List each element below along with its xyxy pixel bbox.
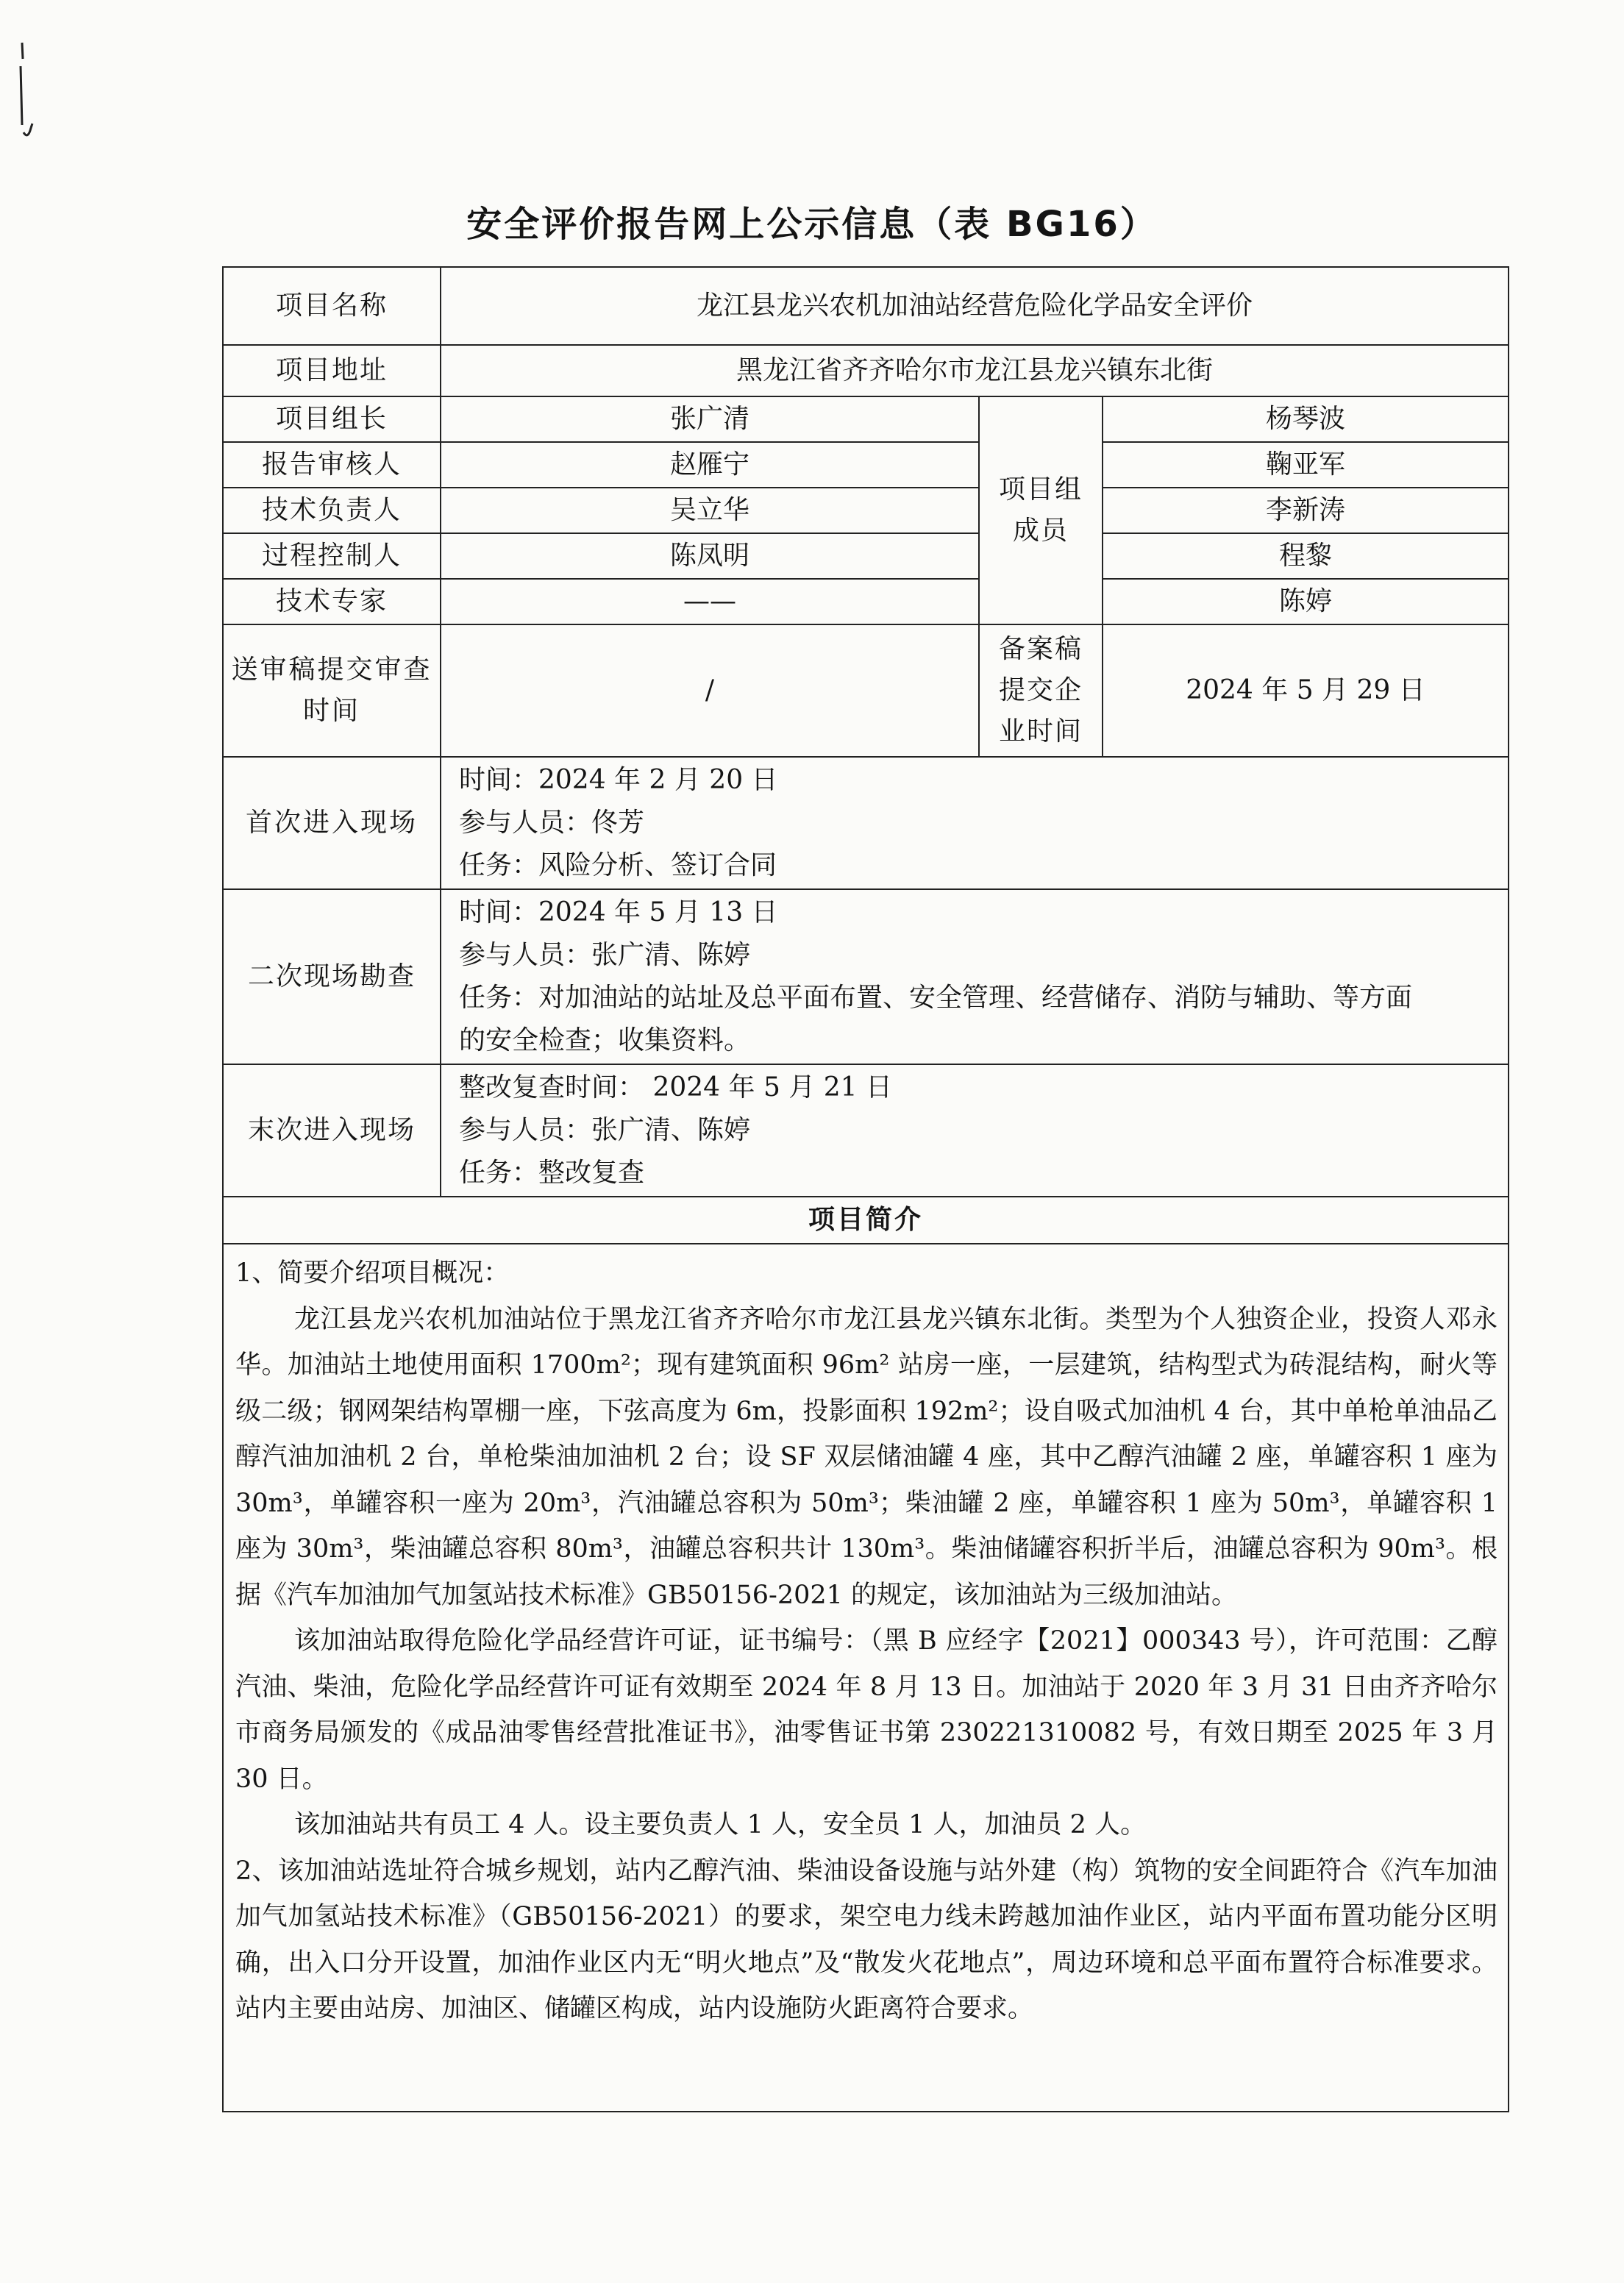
second-visit-task: 任务：对加油站的站址及总平面布置、安全管理、经营储存、消防与辅助、等方面: [459, 983, 1413, 1013]
last-visit-details: [441, 1064, 1509, 1197]
row-intro-body: [223, 1244, 1509, 2112]
tech-owner-label: 技术负责人: [223, 488, 441, 533]
team-member-1: 杨琴波: [1103, 396, 1509, 442]
tech-owner-value: 吴立华: [441, 488, 979, 533]
row-tech-owner: [223, 488, 1509, 533]
intro-para-siting: 2、该加油站选址符合城乡规划，站内乙醇汽油、柴油设备设施与站外建（构）筑物的安全间距符合《汽车加油加气加氢站技术标准》（GB50156-2021）的要求，架空电力线未跨越加油作业区，站内平面布置功能分区明确，出入口分开设置，加油作业区内无“明火地点”及“散发火花地点”，周边环境和总平面布置符合标准要求。站内主要由站房、加油区、储罐区构成，站内设施防火距离符合要求。: [235, 1856, 1498, 2023]
row-leader: [223, 396, 1509, 442]
row-process-ctrl: [223, 533, 1509, 579]
row-project-address: [223, 345, 1509, 396]
first-visit-task: 任务：风险分析、签订合同: [459, 850, 777, 880]
scan-edge-mark: [16, 37, 38, 147]
second-visit-label: 二次现场勘查: [223, 889, 441, 1064]
row-first-visit: [223, 757, 1509, 889]
intro-para-staff: 该加油站共有员工 4 人。设主要负责人 1 人，安全员 1 人，加油员 2 人。: [294, 1810, 1147, 1839]
leader-value: 张广清: [441, 396, 979, 442]
row-last-visit: [223, 1064, 1509, 1197]
row-project-name: [223, 267, 1509, 345]
reviewer-label: 报告审核人: [223, 442, 441, 488]
process-ctrl-value: 陈凤明: [441, 533, 979, 579]
row-second-visit: [223, 889, 1509, 1064]
document-title: 安全评价报告网上公示信息（表 BG16）: [466, 204, 1158, 245]
team-members-label: 项目组成员: [979, 396, 1103, 624]
row-submission: [223, 624, 1509, 757]
project-name-value: 龙江县龙兴农机加油站经营危险化学品安全评价: [441, 267, 1509, 345]
reviewer-value: 赵雁宁: [441, 442, 979, 488]
filing-label: 备案稿提交企业时间: [979, 624, 1103, 757]
submission-label: 送审稿提交审查时间: [223, 624, 441, 757]
row-intro-heading: [223, 1197, 1509, 1244]
row-reviewer: [223, 442, 1509, 488]
last-visit-label: 末次进入现场: [223, 1064, 441, 1197]
intro-section1-title: 1、简要介绍项目概况：: [235, 1258, 510, 1288]
last-visit-time: 整改复查时间： 2024 年 5 月 21 日: [459, 1072, 892, 1103]
project-address-label: 项目地址: [223, 345, 441, 396]
intro-heading: 项目简介: [223, 1197, 1509, 1244]
submission-value: /: [441, 624, 979, 757]
first-visit-time: 时间：2024 年 2 月 20 日: [459, 765, 778, 795]
last-visit-people: 参与人员：张广清、陈婷: [459, 1115, 751, 1145]
disclosure-form: [222, 266, 1509, 2112]
last-visit-task: 任务：整改复查: [459, 1158, 645, 1188]
first-visit-label: 首次进入现场: [223, 757, 441, 889]
team-member-2: 鞠亚军: [1103, 442, 1509, 488]
team-member-5: 陈婷: [1103, 579, 1509, 624]
tech-expert-label: 技术专家: [223, 579, 441, 624]
second-visit-task-cont: 的安全检查；收集资料。: [459, 1025, 751, 1055]
first-visit-details: [441, 757, 1509, 889]
intro-para-overview: 龙江县龙兴农机加油站位于黑龙江省齐齐哈尔市龙江县龙兴镇东北街。类型为个人独资企业，投资人邓永华。加油站土地使用面积 1700m²；现有建筑面积 96m² 站房一座，一层建筑，结构型式为砖混结构，耐火等级二级；钢网架结构罩棚一座，下弦高度为 6m，投影面积 192m²；设自吸式加油机 4 台，其中单枪单油品乙醇汽油加油机 2 台，单枪柴油加油机 2 台；设 SF 双层储油罐 4 座，其中乙醇汽油罐 2 座，单罐容积 1 座为 30m³，单罐容积一座为 20m³，汽油罐总容积为 50m³；柴油罐 2 座，单罐容积 1 座为 50m³，单罐容积 1 座为 30m³，柴油罐总容积 80m³，油罐总容积共计 130m³。柴油储罐容积折半后，油罐总容积为 90m³。根据《汽车加油加气加氢站技术标准》GB50156-2021 的规定，该加油站为三级加油站。: [235, 1304, 1498, 1610]
tech-expert-value: ——: [441, 579, 979, 624]
second-visit-details: [441, 889, 1509, 1064]
row-tech-expert: [223, 579, 1509, 624]
project-name-label: 项目名称: [223, 267, 441, 345]
second-visit-time: 时间：2024 年 5 月 13 日: [459, 897, 778, 927]
team-member-4: 程黎: [1103, 533, 1509, 579]
intro-para-license: 该加油站取得危险化学品经营许可证，证书编号：（黑 B 应经字【2021】000343 号），许可范围：乙醇汽油、柴油，危险化学品经营许可证有效期至 2024 年 8 月 13 日。加油站于 2020 年 3 月 31 日由齐齐哈尔市商务局颁发的《成品油零售经营批准证书》，油零售证书第 230221310082 号，有效日期至 2025 年 3 月 30 日。: [235, 1626, 1498, 1794]
second-visit-people: 参与人员：张广清、陈婷: [459, 940, 751, 970]
leader-label: 项目组长: [223, 396, 441, 442]
intro-body: [223, 1244, 1509, 2112]
filing-value: 2024 年 5 月 29 日: [1103, 624, 1509, 757]
first-visit-people: 参与人员：佟芳: [459, 808, 645, 838]
team-member-3: 李新涛: [1103, 488, 1509, 533]
process-ctrl-label: 过程控制人: [223, 533, 441, 579]
project-address-value: 黑龙江省齐齐哈尔市龙江县龙兴镇东北街: [441, 345, 1509, 396]
